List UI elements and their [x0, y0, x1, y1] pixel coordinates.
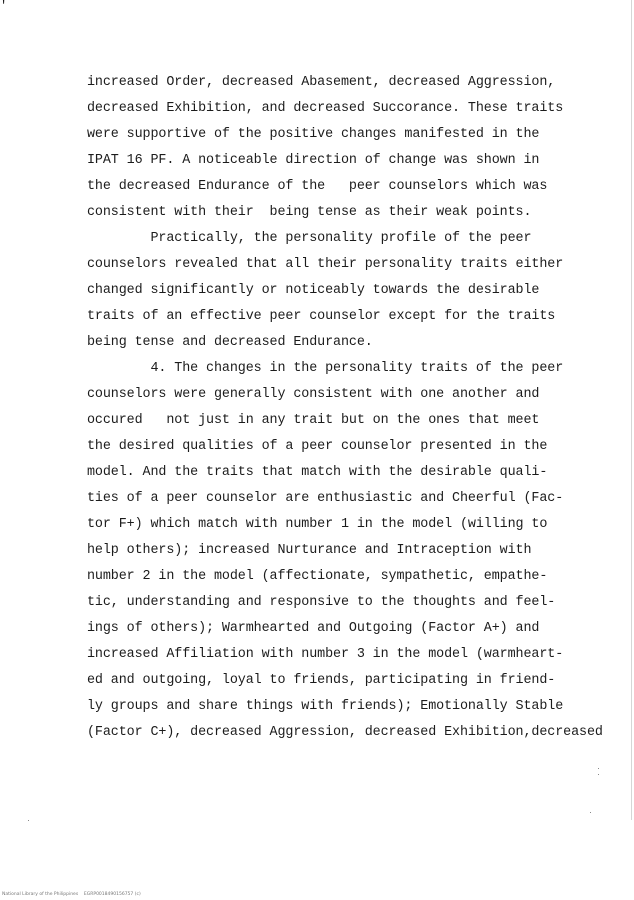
text-line: ings of others); Warmhearted and Outgoing (Factor A+) and: [87, 621, 540, 636]
text-line: number 2 in the model (affectionate, sympathetic, empathe-: [87, 569, 548, 584]
text-line: tic, understanding and responsive to the thoughts and feel-: [87, 595, 556, 610]
text-line: model. And the traits that match with the desirable quali-: [87, 465, 548, 480]
text-line: ties of a peer counselor are enthusiastic and Cheerful (Fac-: [87, 491, 564, 506]
text-line: were supportive of the positive changes manifested in the: [87, 127, 540, 142]
text-line: traits of an effective peer counselor except for the traits: [87, 309, 556, 324]
footer-attribution: National Library of the Philippines EGRP0018490156757 (c): [2, 892, 141, 897]
text-line: ed and outgoing, loyal to friends, participating in friend-: [87, 673, 556, 688]
text-line: increased Affiliation with number 3 in the model (warmheart-: [87, 647, 564, 662]
text-line: tor F+) which match with number 1 in the model (willing to: [87, 517, 548, 532]
text-line: consistent with their being tense as their weak points.: [87, 205, 532, 220]
text-line: the decreased Endurance of the peer counselors which was: [87, 179, 548, 194]
corner-mark: ': [0, 0, 8, 13]
text-line: (Factor C+), decreased Aggression, decreased Exhibition,decreased: [87, 725, 603, 740]
text-line: IPAT 16 PF. A noticeable direction of change was shown in: [87, 153, 540, 168]
text-line: help others); increased Nurturance and Intraception with: [87, 543, 532, 558]
text-line: counselors revealed that all their personality traits either: [87, 257, 564, 272]
body-text: [87, 70, 607, 746]
text-line: ly groups and share things with friends); Emotionally Stable: [87, 699, 564, 714]
text-line: decreased Exhibition, and decreased Succorance. These traits: [87, 101, 564, 116]
text-line: being tense and decreased Endurance.: [87, 335, 373, 350]
page-edge-rule: [631, 0, 632, 820]
text-line: increased Order, decreased Abasement, decreased Aggression,: [87, 75, 556, 90]
text-line: counselors were generally consistent with one another and: [87, 387, 540, 402]
scan-speck: [28, 820, 29, 821]
text-line: the desired qualities of a peer counselor presented in the: [87, 439, 548, 454]
text-line: Practically, the personality profile of the peer: [87, 231, 532, 246]
text-line: 4. The changes in the personality traits of the peer: [87, 361, 564, 376]
scan-speck: [590, 812, 591, 813]
scan-speck: [598, 774, 599, 775]
scan-speck: [598, 768, 599, 769]
text-line: changed significantly or noticeably towards the desirable: [87, 283, 540, 298]
text-line: occured not just in any trait but on the ones that meet: [87, 413, 540, 428]
